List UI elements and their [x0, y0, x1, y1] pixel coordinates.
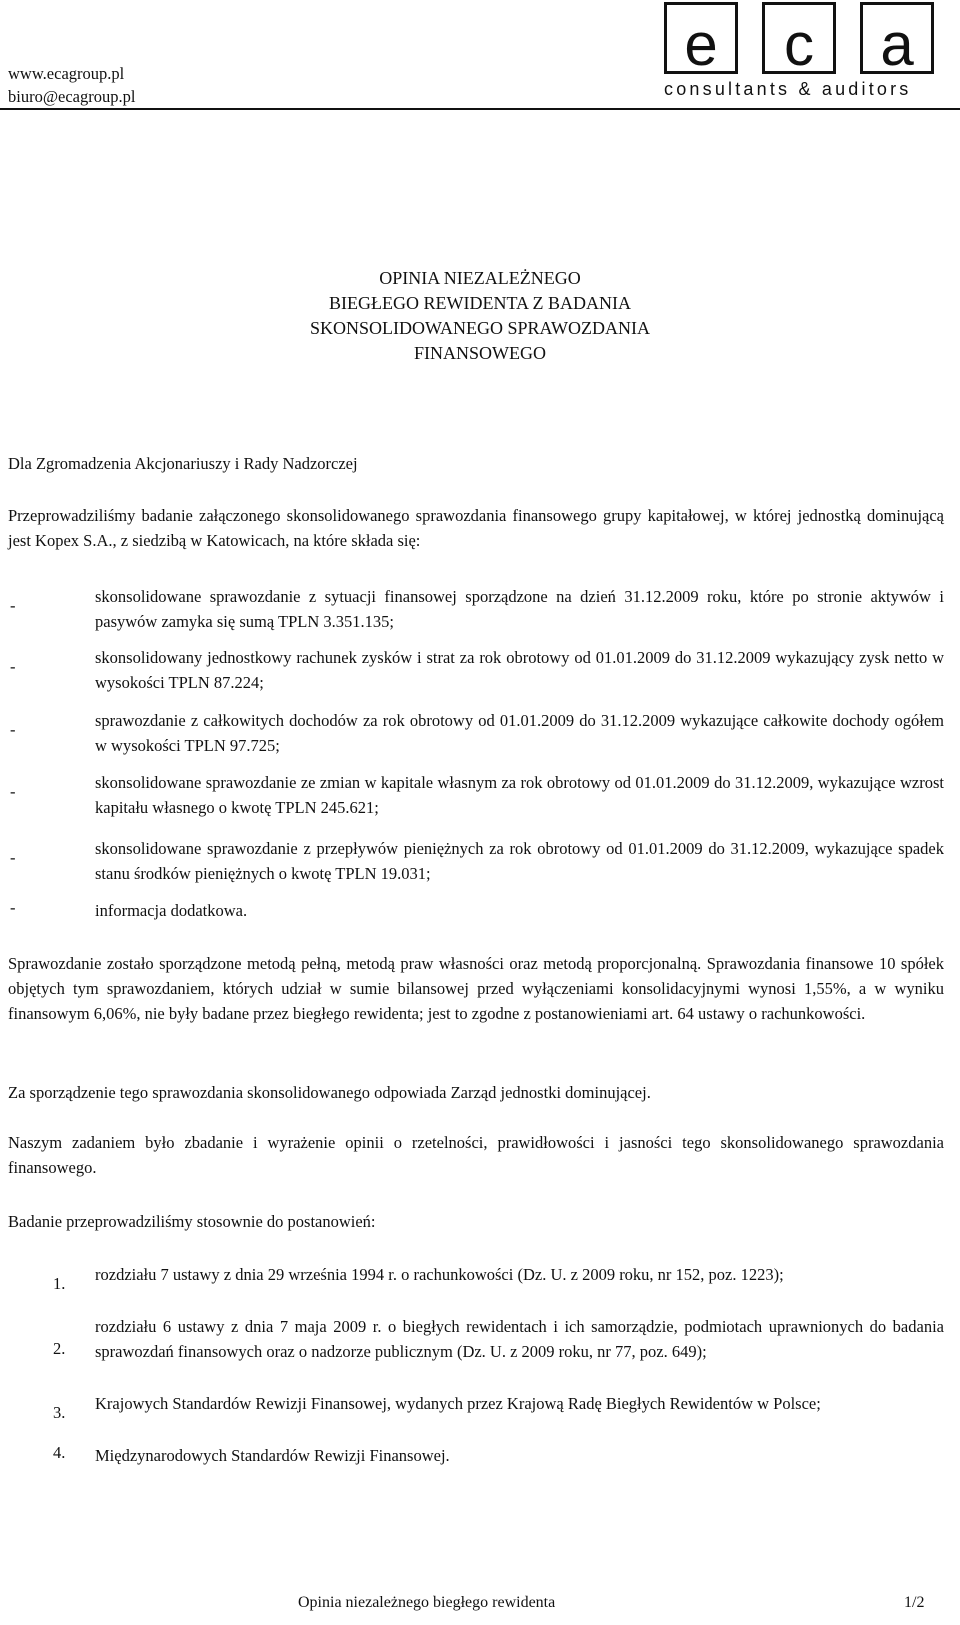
- numbered-item-text: rozdziału 7 ustawy z dnia 29 września 1994 r. o rachunkowości (Dz. U. z 2009 roku, nr 152, poz. 1223);: [95, 1265, 784, 1284]
- list-item: [8, 898, 944, 923]
- header-divider: [0, 108, 960, 110]
- numbered-item-text: Krajowych Standardów Rewizji Finansowej, wydanych przez Krajową Radę Biegłych Rewidentów w Polsce;: [95, 1394, 821, 1413]
- logo-letter-box: a: [860, 2, 934, 74]
- list-item-text: informacja dodatkowa.: [95, 901, 248, 920]
- document-title: [0, 266, 960, 366]
- list-item: [8, 708, 944, 758]
- logo-letter-box: e: [664, 2, 738, 74]
- list-item: [8, 836, 944, 886]
- numbered-item: [8, 1391, 944, 1441]
- item-number: 4.: [53, 1443, 66, 1462]
- methods-paragraph: Sprawozdanie zostało sporządzone metodą pełną, metodą praw własności oraz metodą proporcjonalną. Sprawozdania finansowe 10 spółek objętych tym sprawozdaniem, których udział w sumie bilansowej przed wyłączeniami konsolidacyjnymi wynosi 1,55%, a w wyniku finansowym 6,06%, nie były badane przez biegłego rewidenta; jest to zgodne z postanowieniami art. 64 ustawy o rachunkowości.: [8, 954, 944, 1023]
- list-item-text: skonsolidowane sprawozdanie ze zmian w kapitale własnym za rok obrotowy od 01.01.2009 do 31.12.2009, wykazujące wzrost kapitału własnego o kwotę TPLN 245.621;: [95, 773, 944, 817]
- addressee: Dla Zgromadzenia Akcjonariuszy i Rady Nadzorczej: [8, 454, 358, 473]
- contact-block: [8, 62, 135, 108]
- numbered-item: [8, 1443, 944, 1468]
- numbered-item: [8, 1262, 944, 1312]
- task-paragraph: Naszym zadaniem było zbadanie i wyrażenie opinii o rzetelności, prawidłowości i jasności tego skonsolidowanego sprawozdania finansowego.: [8, 1133, 944, 1177]
- list-dash: -: [10, 720, 16, 739]
- title-line: OPINIA NIEZALEŻNEGO: [379, 268, 581, 288]
- list-dash: -: [10, 596, 16, 615]
- email-link[interactable]: biuro@ecagroup.pl: [8, 87, 136, 106]
- numbered-item: [8, 1314, 944, 1389]
- list-dash: -: [10, 782, 16, 801]
- title-line: BIEGŁEGO REWIDENTA Z BADANIA: [328, 293, 631, 313]
- footer-title: Opinia niezależnego biegłego rewidenta: [298, 1594, 556, 1611]
- list-item: [8, 645, 944, 695]
- website-link[interactable]: www.ecagroup.pl: [8, 64, 125, 83]
- list-dash: -: [10, 848, 16, 867]
- list-item-text: skonsolidowany jednostkowy rachunek zysków i strat za rok obrotowy od 01.01.2009 do 31.12.2009 wykazujący zysk netto w wysokości TPLN 87.224;: [95, 648, 944, 692]
- title-line: FINANSOWEGO: [414, 343, 546, 363]
- list-item-text: skonsolidowane sprawozdanie z sytuacji finansowej sporządzone na dzień 31.12.2009 roku, które po stronie aktywów i pasywów zamyka się sumą TPLN 3.351.135;: [95, 587, 944, 631]
- responsibility-paragraph: Za sporządzenie tego sprawozdania skonsolidowanego odpowiada Zarząd jednostki dominującej.: [8, 1083, 651, 1102]
- item-number: 2.: [53, 1339, 66, 1358]
- eca-logo: [664, 2, 934, 98]
- intro-paragraph: Przeprowadziliśmy badanie załączonego skonsolidowanego sprawozdania finansowego grupy kapitałowej, w której jednostką dominującą jest Kopex S.A., z siedzibą w Katowicach, na które składa się:: [8, 506, 944, 550]
- list-item: [8, 584, 944, 634]
- logo-letter-box: c: [762, 2, 836, 74]
- list-dash: -: [10, 657, 16, 676]
- numbered-item-text: rozdziału 6 ustawy z dnia 7 maja 2009 r. o biegłych rewidentach i ich samorządzie, podmiotach uprawnionych do badania sprawozdań finansowych oraz o nadzorze publicznym (Dz. U. z 2009 roku, nr 77, poz. 649);: [95, 1317, 944, 1361]
- title-line: SKONSOLIDOWANEGO SPRAWOZDANIA: [309, 318, 651, 338]
- item-number: 1.: [53, 1274, 66, 1293]
- list-dash: -: [10, 898, 16, 917]
- logo-tagline: consultants & auditors: [664, 79, 912, 99]
- list-item-text: sprawozdanie z całkowitych dochodów za rok obrotowy od 01.01.2009 do 31.12.2009 wykazujące całkowite dochody ogółem w wysokości TPLN 97.725;: [95, 711, 944, 755]
- list-item: [8, 770, 944, 820]
- page-number: 1/2: [904, 1594, 925, 1611]
- list-item-text: skonsolidowane sprawozdanie z przepływów pieniężnych za rok obrotowy od 01.01.2009 do 31.12.2009, wykazujące spadek stanu środków pieniężnych o kwotę TPLN 19.031;: [95, 839, 944, 883]
- item-number: 3.: [53, 1403, 66, 1422]
- numbered-item-text: Międzynarodowych Standardów Rewizji Finansowej.: [95, 1446, 450, 1465]
- basis-heading: Badanie przeprowadziliśmy stosownie do postanowień:: [8, 1212, 376, 1231]
